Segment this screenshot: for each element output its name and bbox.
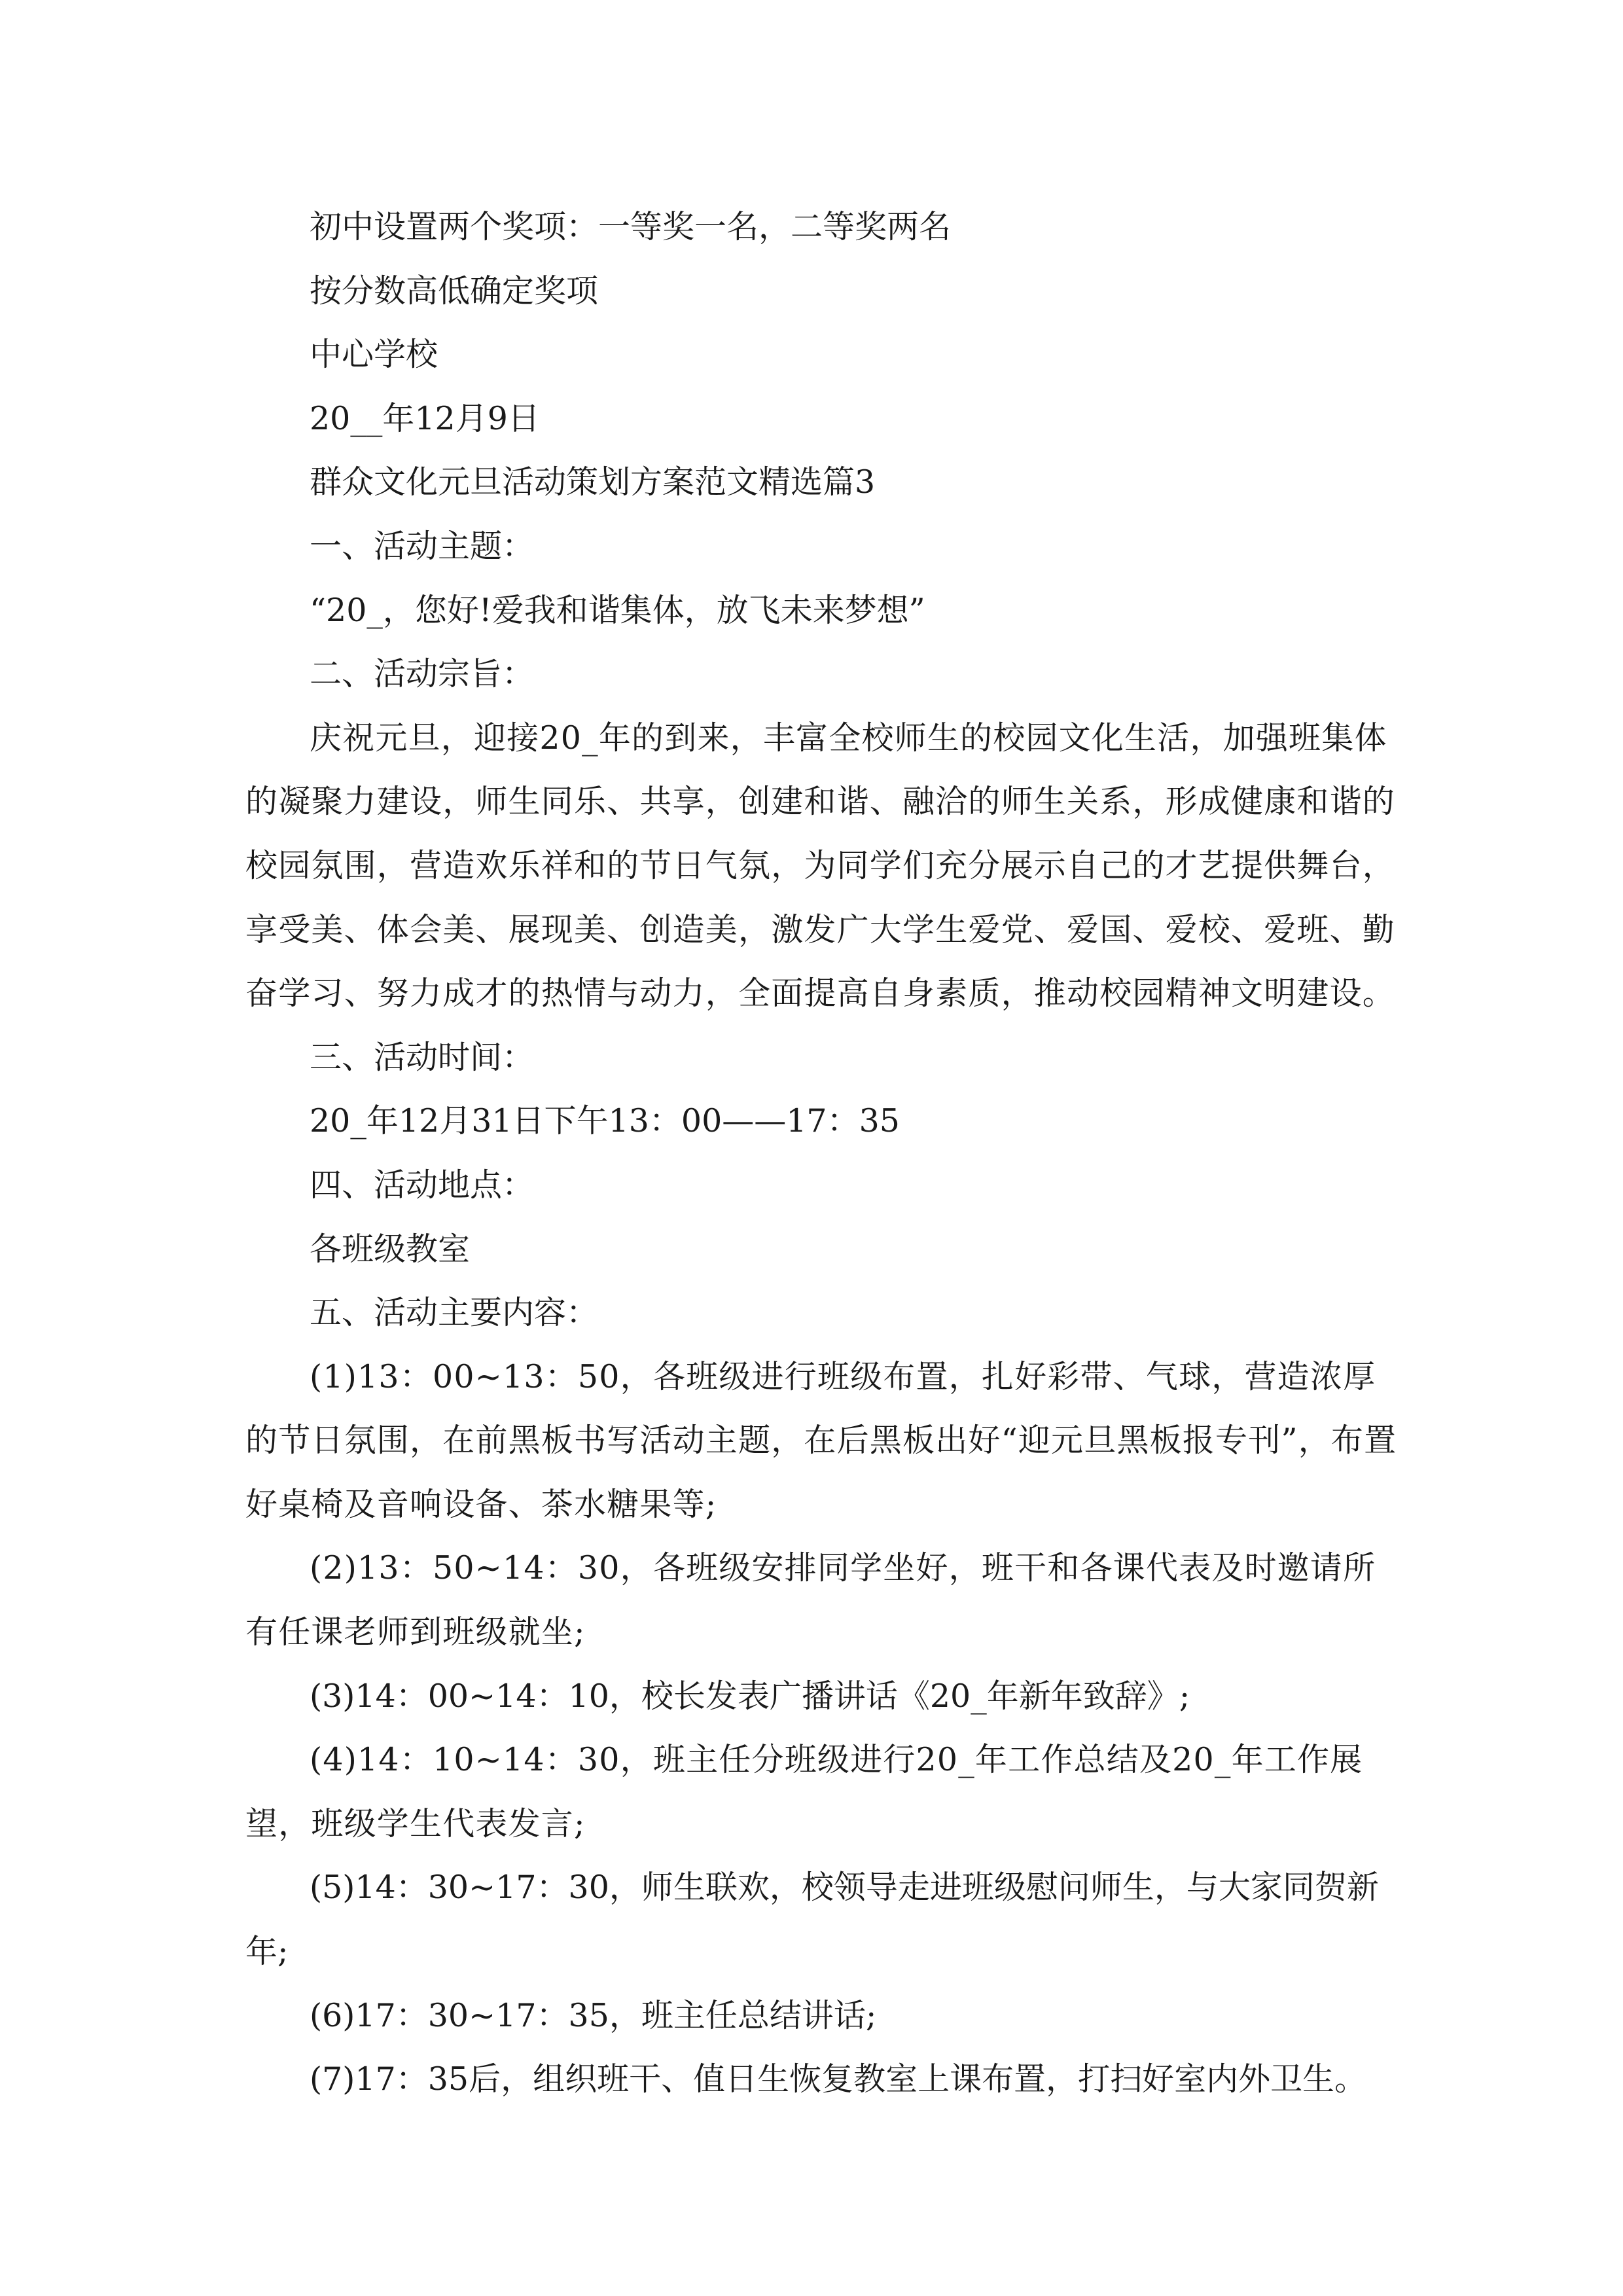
paragraph-location: 各班级教室 bbox=[310, 1230, 471, 1268]
paragraph-award-basis: 按分数高低确定奖项 bbox=[310, 272, 599, 310]
heading-time: 三、活动时间： bbox=[310, 1038, 535, 1076]
list-item-6: (6)17：30~17：35，班主任总结讲话; bbox=[310, 1996, 877, 2034]
paragraph-date: 20__年12月9日 bbox=[310, 399, 540, 437]
heading-theme: 一、活动主题： bbox=[310, 527, 535, 565]
heading-purpose: 二、活动宗旨： bbox=[310, 655, 535, 693]
paragraph-purpose: 庆祝元旦，迎接20_年的到来，丰富全校师生的校园文化生活，加强班集体的凝聚力建设，师生同乐、共享，创建和谐、融洽的师生关系，形成健康和谐的校园氛围，营造欢乐祥和的节日气氛，为同学们充分展示自己的才艺提供舞台，享受美、体会美、展现美、创造美，激发广大学生爱党、爱国、爱校、爱班、勤奋学习、努力成才的热情与动力，全面提高自身素质，推动校园精神文明建设。 bbox=[245, 719, 1396, 1013]
paragraph-school-name: 中心学校 bbox=[310, 336, 438, 374]
paragraph-time: 20_年12月31日下午13：00——17：35 bbox=[310, 1102, 900, 1140]
paragraph-award-settings: 初中设置两个奖项：一等奖一名，二等奖两名 bbox=[310, 208, 952, 245]
document-body bbox=[245, 195, 1397, 2111]
paragraph-theme: “20_，您好!爱我和谐集体，放飞未来梦想” bbox=[310, 591, 925, 629]
list-item-2: (2)13：50~14：30，各班级安排同学坐好，班干和各课代表及时邀请所有任课老师到班级就坐; bbox=[245, 1549, 1376, 1651]
section-title: 群众文化元旦活动策划方案范文精选篇3 bbox=[310, 463, 876, 501]
heading-location: 四、活动地点： bbox=[310, 1166, 535, 1204]
list-item-5: (5)14：30~17：30，师生联欢，校领导走进班级慰问师生，与大家同贺新年; bbox=[245, 1869, 1379, 1971]
list-item-3: (3)14：00~14：10，校长发表广播讲话《20_年新年致辞》; bbox=[310, 1677, 1190, 1715]
list-item-4: (4)14：10~14：30，班主任分班级进行20_年工作总结及20_年工作展望，班级学生代表发言; bbox=[245, 1741, 1363, 1842]
list-item-1: (1)13：00~13：50，各班级进行班级布置，扎好彩带、气球，营造浓厚的节日氛围，在前黑板书写活动主题，在后黑板出好“迎元旦黑板报专刊”，布置好桌椅及音响设备、茶水糖果等; bbox=[245, 1357, 1397, 1523]
list-item-7: (7)17：35后，组织班干、值日生恢复教室上课布置，打扫好室内外卫生。 bbox=[310, 2060, 1367, 2098]
heading-content: 五、活动主要内容： bbox=[310, 1294, 599, 1332]
